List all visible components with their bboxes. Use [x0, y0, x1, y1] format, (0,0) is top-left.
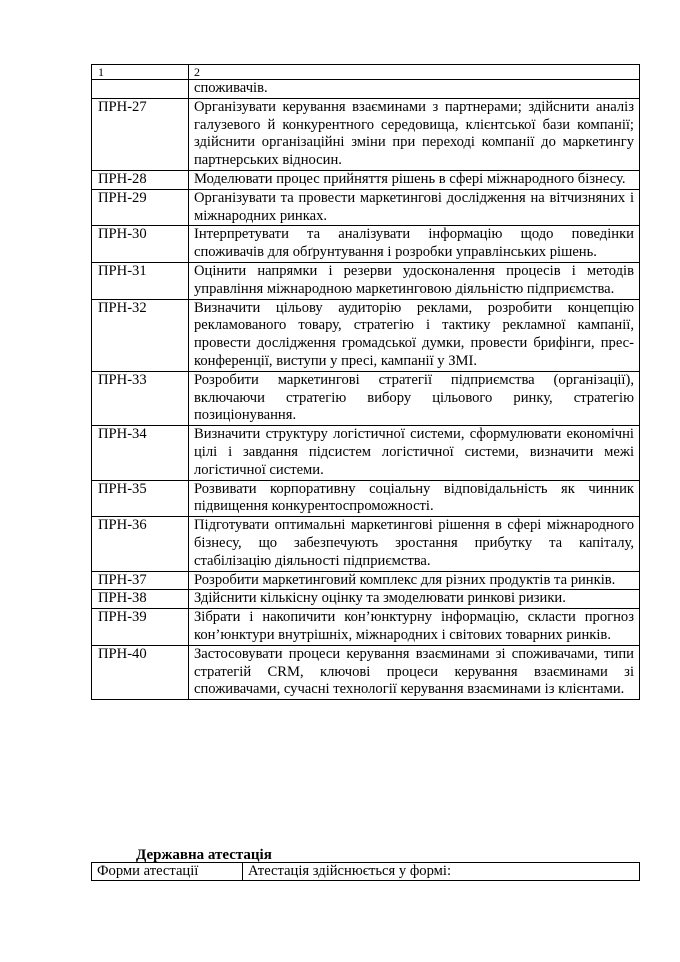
outcome-text: Визначити структуру логістичної системи, сформулювати економічні цілі і завдання підсистем логістичної системи, визначити межі логістичної системи.	[189, 426, 640, 480]
outcome-text: Організувати керування взаєминами з партнерами; здійснити аналіз галузевого й конкурентного середовища, клієнтської бази компанії; здійснити організаційні зміни при переході компанії до маркетингу партнерських відносин.	[189, 98, 640, 170]
attestation-table	[91, 862, 640, 881]
continuation-row	[92, 80, 640, 99]
table-row	[92, 262, 640, 299]
table-row	[92, 226, 640, 263]
outcome-text: Зібрати і накопичити кон’юнктурну інформацію, скласти прогноз кон’юнктури внутрішніх, міжнародних і світових товарних ринків.	[189, 609, 640, 646]
outcome-code: ПРН-36	[92, 517, 189, 571]
outcome-code: ПРН-27	[92, 98, 189, 170]
outcome-text: Оцінити напрямки і резерви удосконалення процесів і методів управління міжнародною маркетинговою діяльністю підприємства.	[189, 262, 640, 299]
table-row	[92, 645, 640, 699]
table-row	[92, 609, 640, 646]
outcome-text: Розробити маркетингові стратегії підприємства (організації), включаючи стратегію вибору цільового ринку, стратегію позиціонування.	[189, 371, 640, 425]
table-row	[92, 371, 640, 425]
continuation-text: споживачів.	[189, 80, 640, 99]
table-header-row	[92, 65, 640, 80]
outcome-text: Підготувати оптимальні маркетингові рішення в сфері міжнародного бізнесу, що забезпечують зростання прибутку та капіталу, стабілізацію діяльності підприємства.	[189, 517, 640, 571]
outcome-code: ПРН-35	[92, 480, 189, 517]
outcome-code: ПРН-28	[92, 170, 189, 189]
outcome-text: Застосовувати процеси керування взаєминами зі споживачами, типи стратегій CRM, ключові процеси керування взаєминами зі споживачами, сучасні технології керування взаєминами із клієнтами.	[189, 645, 640, 699]
table-row	[92, 426, 640, 480]
learning-outcomes-table	[91, 64, 640, 700]
table-row	[92, 170, 640, 189]
table-row	[92, 299, 640, 371]
outcome-text: Розробити маркетинговий комплекс для різних продуктів та ринків.	[189, 571, 640, 590]
outcome-code: ПРН-40	[92, 645, 189, 699]
outcome-code: ПРН-30	[92, 226, 189, 263]
outcome-code: ПРН-38	[92, 590, 189, 609]
attestation-row	[92, 863, 640, 881]
outcome-code: ПРН-34	[92, 426, 189, 480]
table-row	[92, 189, 640, 226]
table-row	[92, 98, 640, 170]
outcome-code: ПРН-29	[92, 189, 189, 226]
attestation-form-value: Атестація здійснюється у формі:	[243, 863, 640, 881]
section-title: Державна атестація	[136, 847, 272, 863]
outcome-text: Моделювати процес прийняття рішень в сфері міжнародного бізнесу.	[189, 170, 640, 189]
outcome-text: Інтерпретувати та аналізувати інформацію щодо поведінки споживачів для обґрунтування і розробки управлінських рішень.	[189, 226, 640, 263]
table-row	[92, 517, 640, 571]
outcome-code: ПРН-33	[92, 371, 189, 425]
outcome-text: Розвивати корпоративну соціальну відповідальність як чинник підвищення конкурентоспроможності.	[189, 480, 640, 517]
header-col-1: 1	[92, 65, 189, 80]
outcome-text: Визначити цільову аудиторію реклами, розробити концепцію рекламованого товару, стратегію і тактику рекламної кампанії, провести дослідження громадської думки, провести брифінги, прес-конференції, виступи у пресі, кампанії у ЗМІ.	[189, 299, 640, 371]
attestation-forms-label: Форми атестації	[92, 863, 243, 881]
outcome-code: ПРН-39	[92, 609, 189, 646]
outcome-code: ПРН-31	[92, 262, 189, 299]
outcome-code: ПРН-32	[92, 299, 189, 371]
continuation-code-cell	[92, 80, 189, 99]
table-row	[92, 480, 640, 517]
outcome-text: Організувати та провести маркетингові дослідження на вітчизняних і міжнародних ринках.	[189, 189, 640, 226]
outcome-code: ПРН-37	[92, 571, 189, 590]
header-col-2: 2	[189, 65, 640, 80]
outcome-text: Здійснити кількісну оцінку та змоделювати ринкові ризики.	[189, 590, 640, 609]
table-row	[92, 571, 640, 590]
table-row	[92, 590, 640, 609]
